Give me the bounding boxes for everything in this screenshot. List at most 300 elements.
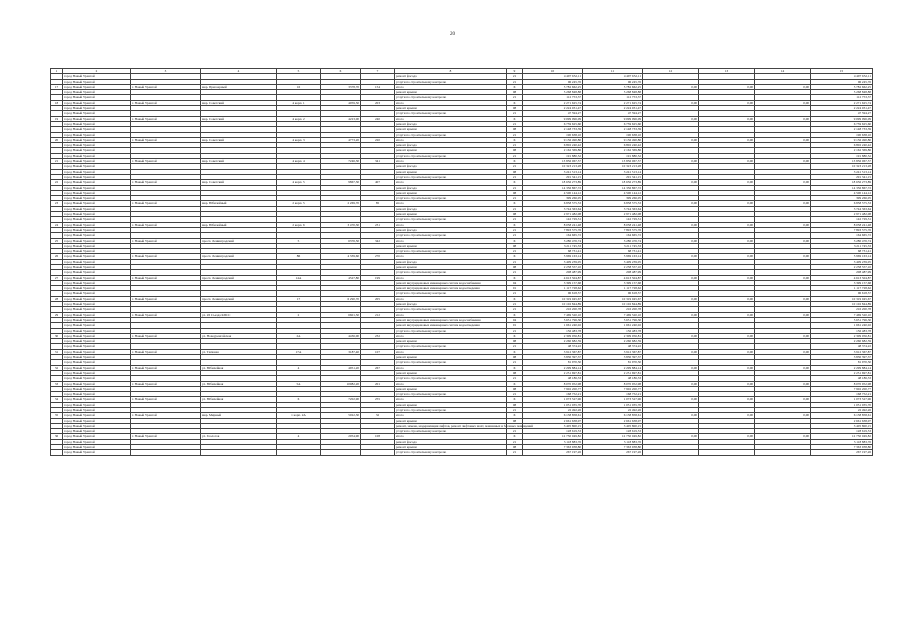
col-settlement: г. Новый Уренгой	[131, 238, 201, 243]
col-grand-total: 18 656 273,89	[811, 180, 873, 185]
col-work-type: услуги по строительному контролю	[395, 217, 507, 222]
col-residents: 342	[361, 238, 395, 243]
col-fund-cost: 12 750 049,82	[583, 434, 643, 439]
col-municipality: город Новый Уренгой	[63, 360, 131, 365]
col-code: 08	[507, 386, 523, 391]
col-fund-cost: 3 744 363,64	[583, 206, 643, 211]
col-total-cost: 156 483,78	[523, 328, 583, 333]
col-municipality: город Новый Уренгой	[63, 84, 131, 89]
col-fund-cost: 191 880,52	[583, 153, 643, 158]
col-budget-a: 0,00	[643, 84, 699, 89]
col-municipality: город Новый Уренгой	[63, 148, 131, 153]
col-budget-a: 0,00	[643, 381, 699, 386]
col-budget-a: 0,00	[643, 296, 699, 301]
col-fund-cost: 10 319 045,67	[583, 296, 643, 301]
col-owner-funds: 0,00	[755, 201, 811, 206]
col-code: 21	[507, 307, 523, 312]
col-municipality: город Новый Уренгой	[63, 233, 131, 238]
col-fund-cost: 81 970,50	[583, 360, 643, 365]
col-work-type: ремонт крыши	[395, 243, 507, 248]
col-work-type: услуги по строительному контролю	[395, 79, 507, 84]
col-settlement: г. Новый Уренгой	[131, 275, 201, 280]
col-area: 4527,80	[321, 275, 361, 280]
col-total-cost: 6 858 575,53	[523, 201, 583, 206]
col-budget-b: 0,00	[699, 137, 755, 142]
col-work-type: итого	[395, 365, 507, 370]
col-total-cost: 3 211 745,33	[523, 243, 583, 248]
col-fund-cost: 96 245,76	[583, 79, 643, 84]
col-municipality: город Новый Уренгой	[63, 243, 131, 248]
col-budget-b: 0,00	[699, 254, 755, 259]
col-municipality: город Новый Уренгой	[63, 174, 131, 179]
col-total-cost: 10 319 045,67	[523, 296, 583, 301]
col-residents: 212	[361, 312, 395, 317]
col-work-type: услуги по строительному контролю	[395, 132, 507, 137]
col-budget-b: 0,00	[699, 434, 755, 439]
col-row-number: 36	[51, 434, 63, 439]
col-work-type: услуги по строительному контролю	[395, 249, 507, 254]
col-house: 5А	[277, 381, 321, 386]
col-work-type: ремонт крыши	[395, 402, 507, 407]
col-grand-total: 2 299 884,14	[811, 365, 873, 370]
col-total-cost: 142 729,31	[523, 217, 583, 222]
col-owner-funds: 0,00	[755, 312, 811, 317]
col-grand-total: 2 162 369,86	[811, 148, 873, 153]
col-grand-total: 10 323 213,28	[811, 164, 873, 169]
col-total-cost: 68 731,41	[523, 249, 583, 254]
col-house: 4 корп. 3	[277, 137, 321, 142]
col-grand-total: 3 405 800,15	[811, 423, 873, 428]
col-budget-a: 0,00	[643, 238, 699, 243]
col-grand-total: 2 260 682,59	[811, 339, 873, 344]
col-budget-a: 0,00	[643, 137, 699, 142]
col-work-type: ремонт крыши	[395, 339, 507, 344]
col-code: 21	[507, 249, 523, 254]
col-code: X	[507, 84, 523, 89]
col-area	[321, 450, 361, 455]
col-work-type: итого	[395, 180, 507, 185]
col-fund-cost: 8 070 952,98	[583, 381, 643, 386]
col-total-cost: 2 299 884,14	[523, 365, 583, 370]
col-fund-cost: 2 260 682,59	[583, 339, 643, 344]
col-fund-cost: 1 073 527,96	[583, 397, 643, 402]
col-street: ул. Юбилейная	[201, 365, 277, 370]
col-work-type: итого	[395, 84, 507, 89]
col-code: 08	[507, 127, 523, 132]
col-work-type: итого	[395, 238, 507, 243]
header-col-residents: 7	[361, 69, 395, 74]
col-grand-total: 5 782 662,25	[811, 84, 873, 89]
col-row-number: 34	[51, 397, 63, 402]
col-grand-total: 3 912 367,87	[811, 349, 873, 354]
col-row-number: 23	[51, 201, 63, 206]
col-grand-total: 156 483,78	[811, 328, 873, 333]
col-owner-funds: 0,00	[755, 100, 811, 105]
col-code: 21	[507, 328, 523, 333]
col-row-number: 30	[51, 333, 63, 338]
col-total-cost: 13 856 067,57	[523, 159, 583, 164]
col-total-cost: 8 070 952,98	[523, 381, 583, 386]
col-budget-b: 0,00	[699, 365, 755, 370]
col-total-cost: 48 186,33	[523, 376, 583, 381]
col-total-cost: 48 374,22	[523, 344, 583, 349]
col-municipality: город Новый Уренгой	[63, 386, 131, 391]
col-house: 6	[277, 397, 321, 402]
col-municipality: город Новый Уренгой	[63, 286, 131, 291]
col-work-type: ремонт крыши	[395, 169, 507, 174]
col-work-type: услуги по строительному контролю	[395, 408, 507, 413]
col-municipality: город Новый Уренгой	[63, 153, 131, 158]
col-grand-total: 10 319 045,67	[811, 296, 873, 301]
col-total-cost: 8 058 241,48	[523, 222, 583, 227]
col-total-cost: 6 138 858,61	[523, 413, 583, 418]
col-house: 4 корп. 1	[277, 100, 321, 105]
col-grand-total: 13 856 067,57	[811, 159, 873, 164]
col-municipality: город Новый Уренгой	[63, 275, 131, 280]
col-fund-cost: 6 138 858,61	[583, 413, 643, 418]
col-municipality: город Новый Уренгой	[63, 307, 131, 312]
col-fund-cost: 3 211 745,33	[583, 243, 643, 248]
col-grand-total: 5 118 883,76	[811, 439, 873, 444]
col-fund-cost: 1 661 240,02	[583, 323, 643, 328]
col-code: 08	[507, 90, 523, 95]
col-total-cost: 2 971 482,08	[523, 212, 583, 217]
col-code: 08	[507, 370, 523, 375]
col-fund-cost: 190 638,10	[583, 132, 643, 137]
col-fund-cost: 8 058 241,48	[583, 222, 643, 227]
col-settlement: г. Новый Уренгой	[131, 434, 201, 439]
col-municipality: город Новый Уренгой	[63, 445, 131, 450]
col-work-type: итого	[395, 159, 507, 164]
col-fund-cost: 1 117 728,62	[583, 286, 643, 291]
col-residents: 341	[361, 159, 395, 164]
col-grand-total: 3 744 363,64	[811, 206, 873, 211]
col-total-cost: 1 073 527,96	[523, 397, 583, 402]
col-total-cost: 2 661 638,07	[523, 418, 583, 423]
col-municipality: город Новый Уренгой	[63, 339, 131, 344]
col-work-type: ремонт крыши	[395, 264, 507, 269]
col-row-number: 21	[51, 159, 63, 164]
col-fund-cost: 5 969 163,14	[583, 254, 643, 259]
col-total-cost: 216 200,78	[523, 307, 583, 312]
col-fund-cost: 68 731,41	[583, 249, 643, 254]
col-house: 2	[277, 312, 321, 317]
col-grand-total: 6 802 240,42	[811, 143, 873, 148]
col-work-type: ремонт внутридомовых инженерных систем водоотведения	[395, 286, 507, 291]
col-street: мкр. Юбилейный	[201, 201, 277, 206]
col-municipality: город Новый Уренгой	[63, 317, 131, 322]
col-total-cost: 3 830 397,37	[523, 355, 583, 360]
col-budget-b: 0,00	[699, 116, 755, 121]
col-house: 4 корп. 4	[277, 159, 321, 164]
col-municipality: город Новый Уренгой	[63, 259, 131, 264]
col-code: X	[507, 180, 523, 185]
col-area: 4951,20	[321, 365, 361, 370]
col-area: 7202,90	[321, 397, 361, 402]
col-total-cost: 2 251 697,81	[523, 370, 583, 375]
col-residents: 220	[361, 137, 395, 142]
col-budget-b: 0,00	[699, 180, 755, 185]
col-budget-a: 0,00	[643, 349, 699, 354]
col-area: 5022,30	[321, 413, 361, 418]
col-total-cost: 5 969 163,14	[523, 254, 583, 259]
col-fund-cost: 14 356 867,72	[583, 185, 643, 190]
col-work-type: ремонт крыши	[395, 370, 507, 375]
col-total-cost: 3 744 363,64	[523, 206, 583, 211]
col-municipality: город Новый Уренгой	[63, 376, 131, 381]
col-fund-cost: 291 341,15	[583, 174, 643, 179]
col-settlement: г. Новый Уренгой	[131, 312, 201, 317]
col-budget-a: 0,00	[643, 222, 699, 227]
col-work-type: услуги по строительному контролю	[395, 376, 507, 381]
col-total-cost: 1 661 240,02	[523, 323, 583, 328]
col-row-number: 17	[51, 84, 63, 89]
col-total-cost: 22 492,26	[523, 408, 583, 413]
col-settlement: г. Новый Уренгой	[131, 180, 201, 185]
col-total-cost: 96 245,76	[523, 79, 583, 84]
col-total-cost: 2 309 056,81	[523, 333, 583, 338]
col-municipality: город Новый Уренгой	[63, 418, 131, 423]
col-grand-total: 3 241 513,14	[811, 169, 873, 174]
col-work-type: итого	[395, 312, 507, 317]
header-col-code: 9	[507, 69, 523, 74]
header-col-area: 6	[321, 69, 361, 74]
col-total-cost: 291 341,15	[523, 174, 583, 179]
col-code: 08	[507, 418, 523, 423]
col-budget-b: 0,00	[699, 296, 755, 301]
col-house: 16	[277, 84, 321, 89]
col-total-cost: 7 363 938,80	[523, 445, 583, 450]
col-code: 21	[507, 344, 523, 349]
col-owner-funds: 0,00	[755, 116, 811, 121]
col-code: 08	[507, 148, 523, 153]
col-grand-total: 9 099 096,09	[811, 116, 873, 121]
col-grand-total: 190 638,10	[811, 132, 873, 137]
col-settlement: г. Новый Уренгой	[131, 137, 201, 142]
col-budget-b: 0,00	[699, 222, 755, 227]
col-municipality: город Новый Уренгой	[63, 100, 131, 105]
col-grand-total: 5 969 163,14	[811, 254, 873, 259]
col-owner-funds: 0,00	[755, 137, 811, 142]
col-area: 3 470,30	[321, 222, 361, 227]
col-house: 4 корп. 2	[277, 116, 321, 121]
col-fund-cost: 142 729,31	[583, 217, 643, 222]
col-street: ул. Юбилейная	[201, 381, 277, 386]
col-fund-cost: 6 802 240,42	[583, 143, 643, 148]
col-grand-total: 267 197,26	[811, 450, 873, 455]
col-settlement	[131, 450, 201, 455]
col-fund-cost: 2 309 056,81	[583, 333, 643, 338]
col-municipality: город Новый Уренгой	[63, 196, 131, 201]
col-total-cost: 2 148 733,39	[523, 127, 583, 132]
col-residents: 201	[361, 381, 395, 386]
col-fund-cost: 13 856 067,57	[583, 159, 643, 164]
col-row-number: 28	[51, 296, 63, 301]
col-residents: 240	[361, 116, 395, 121]
col-budget-a: 0,00	[643, 159, 699, 164]
col-grand-total: 1 117 728,62	[811, 286, 873, 291]
col-work-type: услуги по строительному контролю	[395, 111, 507, 116]
col-grand-total: 1 051 035,70	[811, 402, 873, 407]
col-fund-cost: 112 753,37	[583, 95, 643, 100]
col-street: мкр. Советский	[201, 180, 277, 185]
col-total-cost: 81 970,50	[523, 360, 583, 365]
col-municipality: город Новый Уренгой	[63, 79, 131, 84]
col-grand-total: 2 971 482,08	[811, 212, 873, 217]
col-budget-a: 0,00	[643, 312, 699, 317]
col-code: X	[507, 397, 523, 402]
col-municipality: город Новый Уренгой	[63, 222, 131, 227]
col-code: 21	[507, 153, 523, 158]
col-municipality: город Новый Уренгой	[63, 185, 131, 190]
col-grand-total: 7 469 520,10	[811, 312, 873, 317]
col-code: X	[507, 275, 523, 280]
col-fund-cost: 2 299 884,14	[583, 365, 643, 370]
col-grand-total: 216 200,78	[811, 307, 873, 312]
col-house: 2 корп. 5	[277, 201, 321, 206]
col-total-cost: 2 260 682,59	[523, 339, 583, 344]
col-settlement: г. Новый Уренгой	[131, 365, 201, 370]
col-code: 21	[507, 408, 523, 413]
col-fund-cost: 5 782 662,25	[583, 84, 643, 89]
col-owner-funds: 0,00	[755, 349, 811, 354]
col-municipality: город Новый Уренгой	[63, 132, 131, 137]
header-col-budget-a: 12	[643, 69, 699, 74]
col-code: 21	[507, 227, 523, 232]
col-total-cost: 5 651 796,30	[523, 317, 583, 322]
col-fund-cost: 3 280 476,74	[583, 238, 643, 243]
col-code: 08	[507, 106, 523, 111]
col-work-type: ремонт крыши	[395, 445, 507, 450]
col-code: 21	[507, 174, 523, 179]
col-fund-cost: 128 619,53	[583, 429, 643, 434]
col-work-type: услуги по строительному контролю	[395, 429, 507, 434]
col-fund-cost: 7 469 520,10	[583, 312, 643, 317]
header-col-settlement: 3	[131, 69, 201, 74]
col-budget-a: 0,00	[643, 201, 699, 206]
col-code: 01	[507, 323, 523, 328]
col-municipality: город Новый Уренгой	[63, 370, 131, 375]
col-work-type: ремонт крыши	[395, 386, 507, 391]
col-code: X	[507, 116, 523, 121]
col-municipality: город Новый Уренгой	[63, 270, 131, 275]
col-total-cost: 9 156 490,80	[523, 137, 583, 142]
col-grand-total: 96 618,57	[811, 291, 873, 296]
col-fund-cost: 3 409 239,05	[583, 259, 643, 264]
col-work-type: услуги по строительному контролю	[395, 174, 507, 179]
col-owner-funds: 0,00	[755, 365, 811, 370]
col-code: 21	[507, 143, 523, 148]
col-residents: 107	[361, 349, 395, 354]
col-code: X	[507, 100, 523, 105]
col-work-type: ремонт фасада	[395, 227, 507, 232]
col-grand-total: 4 613 504,87	[811, 275, 873, 280]
col-total-cost: 12 750 049,82	[523, 434, 583, 439]
col-total-cost: 4 497 652,11	[523, 74, 583, 79]
col-municipality: город Новый Уренгой	[63, 408, 131, 413]
col-code: 04	[507, 280, 523, 285]
col-street: мкр. Советский	[201, 116, 277, 121]
col-row-number: 33	[51, 381, 63, 386]
col-fund-cost: 47 594,27	[583, 111, 643, 116]
col-budget-b: 0,00	[699, 397, 755, 402]
col-work-type: итого	[395, 434, 507, 439]
col-municipality: город Новый Уренгой	[63, 402, 131, 407]
col-area: 2054,90	[321, 434, 361, 439]
col-total-cost: 6 802 240,42	[523, 143, 583, 148]
col-grand-total: 4 497 652,11	[811, 74, 873, 79]
col-fund-cost: 2 661 638,07	[583, 418, 643, 423]
col-grand-total: 3 399 157,68	[811, 280, 873, 285]
col-code: 21	[507, 259, 523, 264]
col-grand-total: 112 753,37	[811, 95, 873, 100]
col-total-cost: 190 638,10	[523, 132, 583, 137]
col-work-type: ремонт фасада	[395, 259, 507, 264]
col-grand-total: 399 266,05	[811, 196, 873, 201]
col-row-number: 26	[51, 254, 63, 259]
col-grand-total: 5 651 796,30	[811, 317, 873, 322]
col-area: 4773,20	[321, 137, 361, 142]
col-total-cost: 3 409 239,05	[523, 259, 583, 264]
col-street	[201, 450, 277, 455]
col-fund-cost: 399 266,05	[583, 196, 643, 201]
col-area: 4223,00	[321, 116, 361, 121]
col-municipality: город Новый Уренгой	[63, 164, 131, 169]
col-grand-total: 8 070 952,98	[811, 381, 873, 386]
col-code: 21	[507, 79, 523, 84]
col-row-number: 20	[51, 137, 63, 142]
col-work-type: услуги по строительному контролю	[395, 392, 507, 397]
col-work-type: итого	[395, 100, 507, 105]
col-total-cost: 2 224 031,47	[523, 106, 583, 111]
col-work-type: итого	[395, 333, 507, 338]
col-grand-total: 3 409 239,05	[811, 259, 873, 264]
col-fund-cost: 7 893 575,76	[583, 227, 643, 232]
col-municipality: город Новый Уренгой	[63, 450, 131, 455]
col-house: 4 корп. 5	[277, 180, 321, 185]
col-settlement: г. Новый Уренгой	[131, 413, 201, 418]
col-work-type: услуги по строительному контролю	[395, 291, 507, 296]
col-owner-funds: 0,00	[755, 159, 811, 164]
col-budget-a: 0,00	[643, 180, 699, 185]
col-municipality: город Новый Уренгой	[63, 180, 131, 185]
col-row-number: 18	[51, 100, 63, 105]
col-fund-cost: 216 200,78	[583, 307, 643, 312]
col-work-type: ремонт фасада	[395, 121, 507, 126]
col-work-type: итого	[395, 254, 507, 259]
col-code: X	[507, 201, 523, 206]
col-street: ул. Новоуренгойская	[201, 333, 277, 338]
col-residents: 32	[361, 413, 395, 418]
col-settlement: г. Новый Уренгой	[131, 201, 201, 206]
col-fund-cost: 96 618,57	[583, 291, 643, 296]
col-residents: 199	[361, 275, 395, 280]
col-fund-cost: 2 148 733,39	[583, 127, 643, 132]
col-budget-b: 0,00	[699, 413, 755, 418]
col-municipality: город Новый Уренгой	[63, 381, 131, 386]
col-municipality: город Новый Уренгой	[63, 90, 131, 95]
col-residents: 407	[361, 180, 395, 185]
header-col-owner-funds: 14	[755, 69, 811, 74]
col-work-type: ремонт крыши	[395, 127, 507, 132]
col-grand-total: 2 251 697,81	[811, 370, 873, 375]
col-street: мкр. Мирный	[201, 413, 277, 418]
col-municipality: город Новый Уренгой	[63, 217, 131, 222]
header-col-municipality: 2	[63, 69, 131, 74]
col-owner-funds: 0,00	[755, 180, 811, 185]
col-municipality: город Новый Уренгой	[63, 106, 131, 111]
col-fund-cost: 6 759 625,60	[583, 121, 643, 126]
